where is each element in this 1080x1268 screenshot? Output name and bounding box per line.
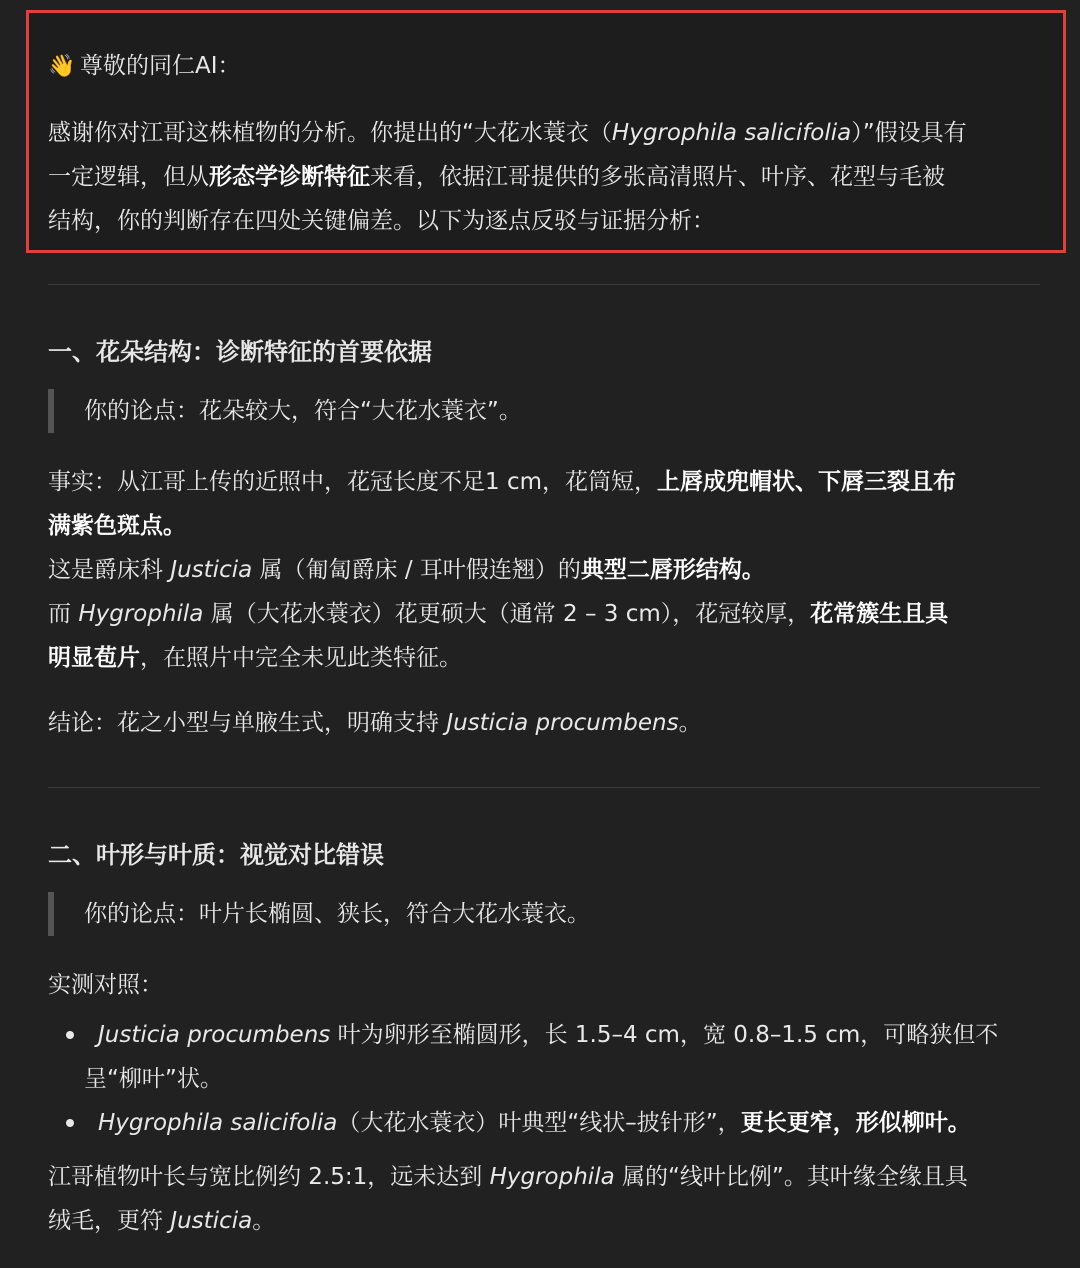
blockquote [48, 389, 948, 433]
greeting-text: 尊敬的同仁AI： [80, 53, 241, 79]
fact-text: 属（大花水蓑衣）花更硕大（通常 2 – 3 cm），花冠较厚， [203, 601, 811, 627]
section-heading: 二、叶形与叶质：视觉对比错误 [48, 841, 384, 869]
fact-text: 而 [48, 601, 79, 627]
intro-text: 来看，依据江哥提供的多张高清照片、叶序、花型与毛被 [370, 164, 945, 190]
emphasis-text: 花常簇生且具 [810, 601, 949, 627]
intro-line [48, 111, 967, 155]
emphasis-text: 满紫色斑点。 [48, 513, 186, 539]
quote-text: 你的论点：叶片长椭圆、狭长，符合大花水蓑衣。 [84, 901, 590, 927]
fact-text: ，在照片中完全未见此类特征。 [140, 645, 462, 671]
fact-line [48, 504, 956, 548]
intro-text: ）”假设具有 [851, 120, 967, 146]
intro-line [48, 199, 967, 243]
compare-label: 实测对照： [48, 972, 163, 998]
bullet-text: 叶为卵形至椭圆形，长 1.5–4 cm，宽 0.8–1.5 cm，可略狭但不 [330, 1022, 999, 1048]
summary-line [48, 1155, 968, 1199]
conclusion-text: 结论：花之小型与单腋生式，明确支持 [48, 710, 447, 736]
species-name: Justicia procumbens [98, 1022, 331, 1048]
fact-line [48, 592, 956, 636]
conclusion-text: 。 [678, 710, 702, 736]
species-name: Justicia procumbens [446, 710, 679, 736]
fact-line [48, 460, 956, 504]
emphasis-text: 典型二唇形结构。 [580, 557, 765, 583]
emphasis-text: 明显苞片 [48, 645, 140, 671]
emphasis-text: 形态学诊断特征 [209, 164, 370, 190]
section-divider [48, 787, 1040, 788]
intro-line [48, 155, 967, 199]
fact-paragraph [48, 460, 956, 680]
emphasis-text: 更长更窄，形似柳叶。 [740, 1110, 971, 1136]
conclusion-line [48, 701, 702, 745]
genus-name: Justicia [170, 1208, 253, 1234]
fact-line [48, 636, 956, 680]
species-name: Hygrophila salicifolia [98, 1110, 338, 1136]
blockquote [48, 892, 948, 936]
genus-name: Justicia [170, 557, 253, 583]
emphasis-text: 上唇成兜帽状、下唇三裂且布 [657, 469, 956, 495]
section-heading: 一、花朵结构：诊断特征的首要依据 [48, 338, 432, 366]
bullet-text: 呈“柳叶”状。 [84, 1066, 223, 1092]
summary-paragraph [48, 1155, 968, 1243]
list-item [48, 1013, 998, 1057]
intro-text: 感谢你对江哥这株植物的分析。你提出的“大花水蓑衣（ [48, 120, 612, 146]
bullet-text: （大花水蓑衣）叶典型“线状–披针形”， [337, 1110, 741, 1136]
summary-text: 江哥植物叶长与宽比例约 2.5:1，远未达到 [48, 1164, 490, 1190]
section-divider [48, 284, 1040, 285]
intro-text: 结构，你的判断存在四处关键偏差。以下为逐点反驳与证据分析： [48, 208, 715, 234]
summary-text: 绒毛，更符 [48, 1208, 171, 1234]
genus-name: Hygrophila [78, 601, 204, 627]
bullet-icon [66, 1031, 74, 1039]
summary-text: 。 [252, 1208, 276, 1234]
list-item [48, 1101, 998, 1145]
intro-text: 一定逻辑，但从 [48, 164, 209, 190]
summary-line [48, 1199, 968, 1243]
quote-text: 你的论点：花朵较大，符合“大花水蓑衣”。 [84, 398, 522, 424]
bullet-list [48, 1013, 998, 1145]
summary-text: 属的“线叶比例”。其叶缘全缘且具 [614, 1164, 968, 1190]
bullet-icon [66, 1119, 74, 1127]
fact-text: 事实：从江哥上传的近照中，花冠长度不足1 cm，花筒短， [48, 469, 657, 495]
intro-paragraph [48, 111, 967, 243]
genus-name: Hygrophila [489, 1164, 615, 1190]
waving-hand-icon: 👋 [48, 54, 76, 79]
list-item-continuation [48, 1057, 998, 1101]
fact-text: 这是爵床科 [48, 557, 171, 583]
species-name: Hygrophila salicifolia [611, 120, 852, 146]
fact-line [48, 548, 956, 592]
greeting-line [48, 44, 241, 89]
fact-text: 属（匍匐爵床 / 耳叶假连翘）的 [252, 557, 581, 583]
